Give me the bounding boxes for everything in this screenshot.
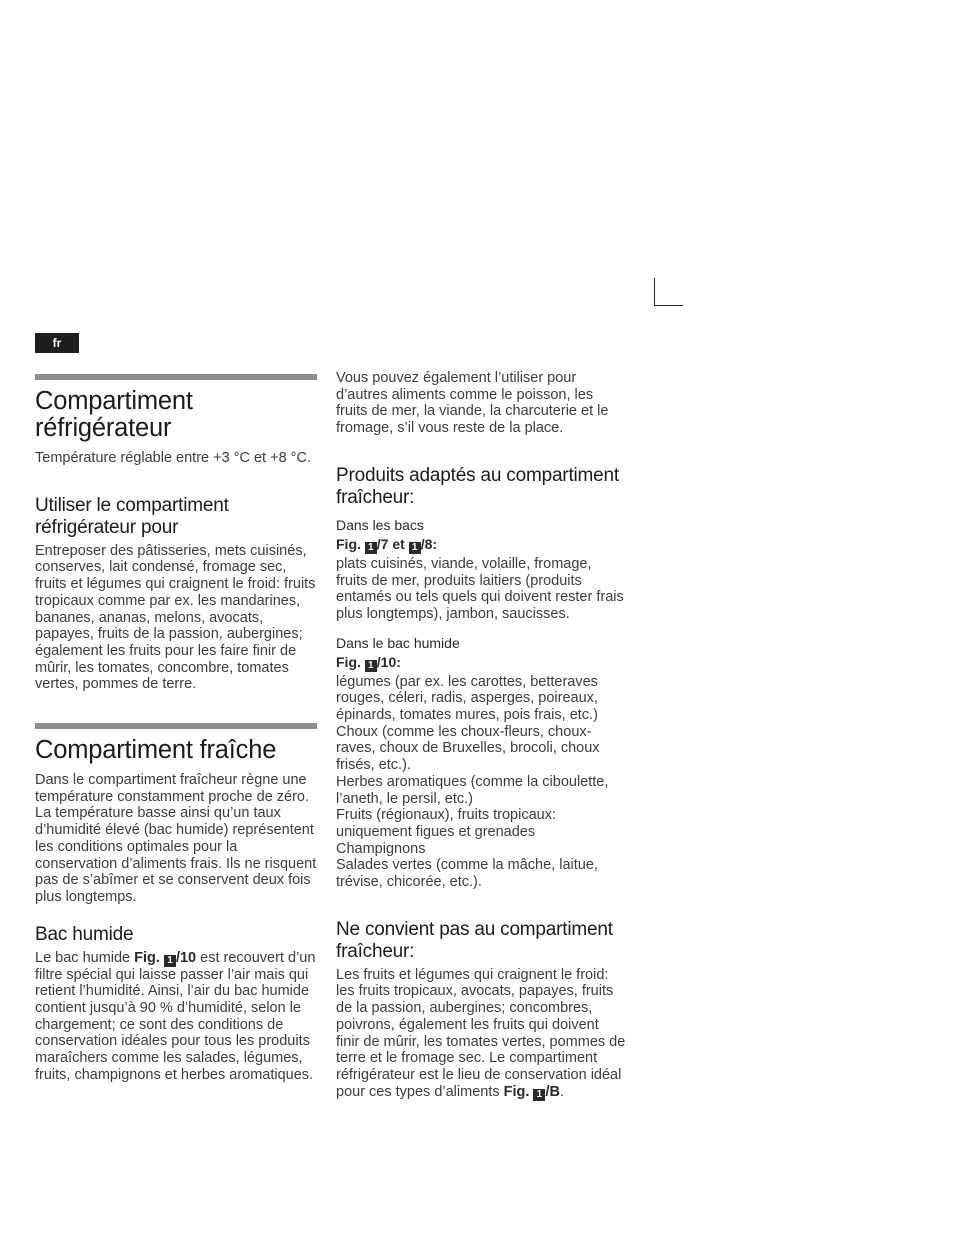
temperature-range: Température réglable entre +3 °C et +8 °C. xyxy=(35,450,311,466)
humid-bin-item: Choux (comme les choux-fleurs, choux-raves, choux de Bruxelles, brocoli, choux frisés, etc.). xyxy=(336,723,600,774)
section-title-refrigerator: Compartiment réfrigérateur xyxy=(35,387,193,442)
bins-body: plats cuisinés, viande, volaille, fromage, fruits de mer, produits laitiers (produits entamés ou tels quels qui doivent rester frais plus longtemps), jambon, saucisses. xyxy=(336,555,624,622)
humid-bin-figure-reference: Fig. 1 /10: xyxy=(336,653,401,671)
section-rule xyxy=(35,374,317,380)
humid-bin-item: Fruits (régionaux), fruits tropicaux: uniquement figues et grenades xyxy=(336,807,556,840)
humid-bin-body: Le bac humide Fig. 1 /10 est recouvert d’un filtre spécial qui laisse passer l’air mais qui retient l’humidité. Ainsi, l’air du bac humide contient jusqu’à 90 % d’humidité, selon le chargement; ce sont des conditions de conservation idéales pour tous les produits maraîchers comme les salades, légumes, fruits, champignons et herbes aromatiques. xyxy=(35,949,316,1083)
humid-bin-items xyxy=(336,674,626,891)
figure-number-badge: 1 xyxy=(533,1089,545,1101)
fresh-compartment-body: Dans le compartiment fraîcheur règne une température constamment proche de zéro. La température basse ainsi qu’un taux d’humidité élevé (bac humide) représentent les conditions optimales pour la conservation d’aliments frais. Ils ne risquent pas de s’abîmer et se conservent deux fois plus longtemps. xyxy=(35,772,317,905)
figure-number-badge: 1 xyxy=(409,542,421,554)
unsuitable-body: Les fruits et légumes qui craignent le froid: les fruits tropicaux, avocats, papayes, fruits de la passion, aubergines; concombres, poivrons, également les fruits qui doivent finir de mûrir, les tomates vertes, pommes de terre et le fromage sec. Le compartiment réfrigérateur est le lieu de conservation idéal pour ces types d’aliments Fig. 1 /B. xyxy=(336,966,626,1100)
section-rule xyxy=(35,723,317,729)
subsection-title-suitable: Produits adaptés au compartiment fraîcheur: xyxy=(336,464,619,508)
figure-number-badge: 1 xyxy=(365,660,377,672)
humid-bin-item: Champignons xyxy=(336,840,426,857)
crop-mark-vertical xyxy=(654,278,655,305)
intro-paragraph: Vous pouvez également l’utiliser pour d’autres aliments comme le poisson, les fruits de mer, la viande, la charcuterie et le fromage, s’il vous reste de la place. xyxy=(336,370,609,437)
right-column xyxy=(336,370,626,1101)
figure-number-badge: 1 xyxy=(365,542,377,554)
language-tab: fr xyxy=(35,333,79,353)
figure-number-badge: 1 xyxy=(164,955,176,967)
bins-figure-reference: Fig. 1 /7 et 1 /8: xyxy=(336,535,438,553)
subsection-title-humid-bin: Bac humide xyxy=(35,923,134,945)
crop-mark-horizontal xyxy=(654,305,683,306)
humid-bin-item: Herbes aromatiques (comme la ciboulette, l’aneth, le persil, etc.) xyxy=(336,773,609,807)
left-column xyxy=(35,374,317,1084)
humid-bin-label: Dans le bac humide xyxy=(336,634,460,651)
humid-bin-item: Salades vertes (comme la mâche, laitue, trévise, chicorée, etc.). xyxy=(336,857,598,891)
subsection-title-use-refrigerator: Utiliser le compartiment réfrigérateur pour xyxy=(35,494,229,538)
bins-label: Dans les bacs xyxy=(336,516,424,533)
humid-bin-item: légumes (par ex. les carottes, betteraves rouges, céleri, radis, asperges, poireaux, épinards, tomates mures, pois frais, etc.) xyxy=(336,673,598,724)
use-refrigerator-body: Entreposer des pâtisseries, mets cuisinés, conserves, lait condensé, fromage sec, fruits et légumes qui craignent le froid: fruits tropicaux comme par ex. les mandarines, bananes, ananas, melons, avocats, papayes, fruits de la passion, aubergines; également les fruits pour les faire finir de mûrir, les tomates, concombre, tomates vertes, pommes de terre. xyxy=(35,542,316,693)
section-title-fresh: Compartiment fraîche xyxy=(35,736,277,765)
subsection-title-unsuitable: Ne convient pas au compartiment fraîcheur: xyxy=(336,918,613,962)
